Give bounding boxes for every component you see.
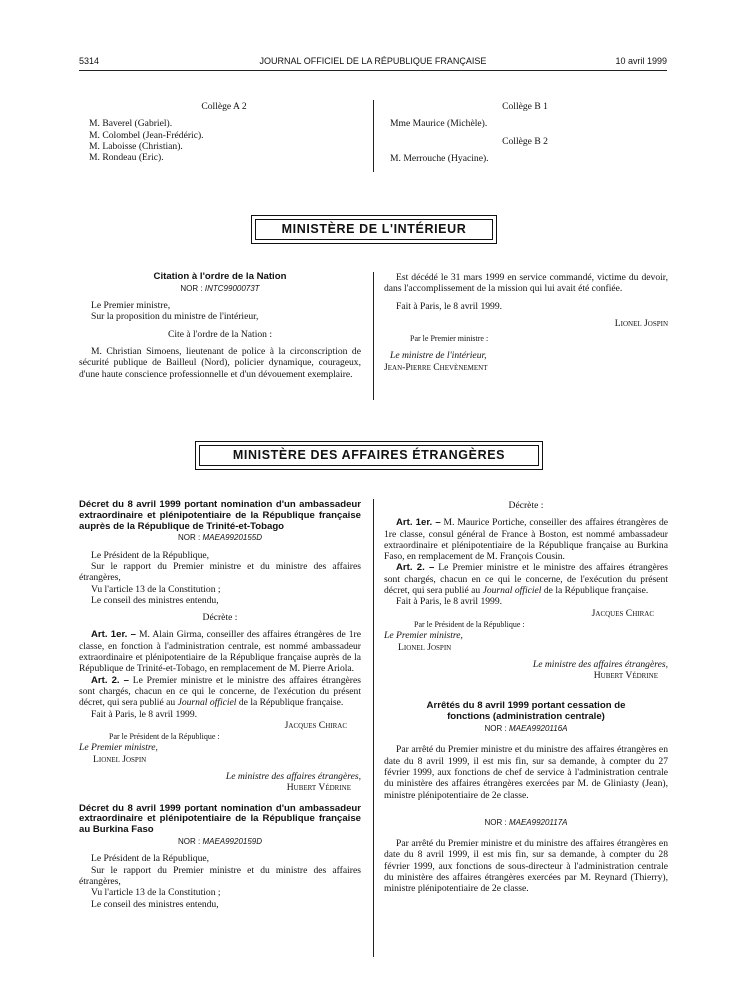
article — [79, 629, 361, 674]
par-le: Par le Premier ministre : — [410, 334, 489, 344]
page-number: 5314 — [79, 56, 100, 66]
signature: Lionel Jospin — [614, 317, 668, 329]
paragraph: Sur le rapport du Premier ministre et du ministre des affaires étrangères, — [79, 864, 361, 887]
member: M. Baverel (Gabriel). — [89, 118, 173, 130]
article-label: Art. 1er. – — [91, 629, 136, 641]
pm-name: Lionel Jospin — [93, 753, 147, 765]
fait-a-paris: Fait à Paris, le 8 avril 1999. — [396, 300, 503, 312]
decret-title: Décret du 8 avril 1999 portant nomination d'un ambassadeur extraordinaire et plénipotentiaire de la République française auprès de la République de Trinité-et-Tobago — [79, 499, 361, 532]
journal-title: JOURNAL OFFICIEL DE LA RÉPUBLIQUE FRANÇAISE — [259, 56, 487, 66]
paragraph: Cite à l'ordre de la Nation : — [167, 328, 273, 340]
member: M. Merrouche (Hyacine). — [390, 152, 489, 164]
citation-right-column — [384, 272, 668, 373]
nor-label: NOR : — [484, 817, 507, 827]
paragraph: M. Christian Simoens, lieutenant de police à la circonscription de sécurité publique de Bailleul (Nord), policier dynamique, courageux, d'une haute conscience professionnelle et d'un dévouement exemplaire. — [79, 345, 361, 380]
article-label: Art. 1er. – — [396, 517, 441, 529]
pm-title: Le Premier ministre, — [79, 742, 158, 754]
decret-title: Décret du 8 avril 1999 portant nomination d'un ambassadeur extraordinaire et plénipotentiaire de la République française au Burkina Faso — [79, 802, 361, 836]
paragraph: Vu l'article 13 de la Constitution ; — [91, 583, 221, 595]
college-a2-title: Collège A 2 — [201, 101, 247, 112]
affaires-right-column — [384, 500, 668, 895]
article-label: Art. 2. – — [91, 674, 129, 686]
pm-name: Lionel Jospin — [398, 641, 452, 653]
minister-title: Le ministre des affaires étrangères, — [532, 658, 668, 670]
arrete-text: Par arrêté du Premier ministre et du ministre des affaires étrangères en date du 8 avril 1999, il est mis fin, sur sa demande, à compter du 27 février 1999, aux fonctions de chef de service à l'administration centrale du ministère des affaires étrangères exercées par M. de Gliniasty (Jean), ministre plénipotentiaire de 2e classe. — [384, 744, 668, 801]
article-text: Le Premier ministre et le ministre des affaires étrangères sont chargés, chacun en ce qui le concerne, de l'exécution du présent décret, qui sera publié au — [384, 562, 668, 597]
article-label: Art. 2. – — [396, 562, 435, 574]
column-divider — [373, 272, 374, 400]
paragraph: Sur le rapport du Premier ministre et du ministre des affaires étrangères, — [79, 560, 361, 584]
member: M. Rondeau (Eric). — [89, 152, 164, 164]
citation-left-column — [79, 272, 361, 380]
article-text: de la République française. — [238, 697, 344, 709]
member: M. Laboisse (Christian). — [89, 140, 183, 152]
paragraph: Le Premier ministre, — [91, 300, 171, 312]
nor-code: MAEA9920116A — [508, 724, 568, 734]
article-text: M. Alain Girma, conseiller des affaires étrangères de 1re classe, en fonction à l'administration centrale, est nommé ambassadeur extraordinaire et plénipotentiaire de la République française auprès de la République de Trinité-et-Tobago, en remplacement de M. Pierre Ariola. — [79, 629, 362, 675]
nor-line — [384, 817, 668, 828]
nor-label: NOR : — [180, 283, 203, 293]
nor-line — [79, 532, 361, 543]
nor-code: MAEA9920117A — [508, 817, 568, 827]
journal-officiel: Journal officiel — [482, 585, 542, 597]
decrete: Décrète : — [202, 612, 238, 624]
journal-officiel: Journal officiel — [177, 697, 237, 709]
nor-label: NOR : — [484, 724, 507, 734]
nor-line — [79, 283, 361, 294]
fait-a-paris: Fait à Paris, le 8 avril 1999. — [91, 708, 198, 720]
nor-line — [384, 723, 668, 734]
ministry-name: MINISTÈRE DE L'INTÉRIEUR — [255, 219, 493, 240]
article — [384, 517, 668, 562]
college-b1-title: Collège B 1 — [502, 101, 548, 112]
nor-code: MAEA9920159D — [202, 837, 263, 847]
college-b2-title: Collège B 2 — [502, 135, 548, 147]
arretes-title: Arrêtés du 8 avril 1999 portant cessation de fonctions (administration centrale) — [426, 700, 626, 723]
nor-label: NOR : — [177, 837, 201, 847]
member: Mme Maurice (Michèle). — [390, 118, 488, 130]
paragraph: Le Président de la République, — [91, 853, 210, 865]
paragraph: Sur la proposition du ministre de l'intérieur, — [91, 311, 259, 323]
nor-code: INTC9900073T — [204, 283, 260, 293]
paragraph: Est décédé le 31 mars 1999 en service commandé, victime du devoir, dans l'accomplissement de la mission qui lui avait été confiée. — [384, 272, 668, 295]
pm-title: Le Premier ministre, — [384, 630, 463, 642]
nor-label: NOR : — [177, 533, 201, 543]
ministry-heading-affaires — [195, 441, 543, 470]
minister-name: Jean-Pierre Chevènement — [384, 361, 488, 373]
par-le: Par le Président de la République : — [109, 732, 220, 742]
issue-date: 10 avril 1999 — [615, 56, 667, 66]
affaires-left-column — [79, 500, 361, 910]
college-a2 — [89, 101, 359, 163]
article-text: M. Maurice Portiche, conseiller des affaires étrangères de 1re classe, consul général de France à Boston, est nommé ambassadeur extraordinaire et plénipotentiaire de la République française au Burkina Faso, en remplacement de M. François Cousin. — [384, 517, 669, 563]
fait-a-paris: Fait à Paris, le 8 avril 1999. — [396, 596, 503, 608]
minister-name: Hubert Védrine — [286, 782, 351, 794]
article — [384, 562, 668, 596]
ministry-heading-interieur — [251, 215, 497, 244]
nor-code: MAEA9920155D — [202, 533, 263, 543]
column-divider — [373, 499, 374, 957]
article-text: Le Premier ministre et le ministre des affaires étrangères sont chargés, chacun en ce qui le concerne, de l'exécution du présent décret, qui sera publié au — [79, 674, 361, 709]
ministry-name: MINISTÈRE DES AFFAIRES ÉTRANGÈRES — [199, 445, 539, 466]
paragraph: Le Président de la République, — [91, 549, 210, 561]
member: M. Colombel (Jean-Frédéric). — [89, 129, 204, 141]
nor-line — [79, 836, 361, 847]
citation-title: Citation à l'ordre de la Nation — [153, 271, 287, 282]
paragraph: Le conseil des ministres entendu, — [91, 898, 219, 910]
signature: Jacques Chirac — [284, 719, 347, 731]
article — [79, 675, 361, 709]
paragraph: Le conseil des ministres entendu, — [91, 594, 219, 606]
par-le: Par le Président de la République : — [414, 619, 525, 629]
minister-title: Le ministre de l'intérieur, — [390, 350, 487, 362]
minister-title: Le ministre des affaires étrangères, — [225, 771, 361, 783]
college-b — [390, 101, 660, 164]
minister-name: Hubert Védrine — [593, 670, 658, 682]
article-text: de la République française. — [543, 585, 649, 597]
paragraph: Vu l'article 13 de la Constitution ; — [91, 887, 221, 899]
decrete: Décrète : — [508, 500, 544, 511]
signature: Jacques Chirac — [591, 607, 654, 619]
header-rule — [79, 70, 667, 71]
column-divider — [373, 100, 374, 172]
arrete-text: Par arrêté du Premier ministre et du ministre des affaires étrangères en date du 8 avril 1999, il est mis fin, sur sa demande, à compter du 28 février 1999, aux fonctions de sous-directeur à l'administration centrale du ministère des affaires étrangères exercées par M. Reynard (Thierry), ministre plénipotentiaire de 2e classe. — [384, 838, 668, 895]
